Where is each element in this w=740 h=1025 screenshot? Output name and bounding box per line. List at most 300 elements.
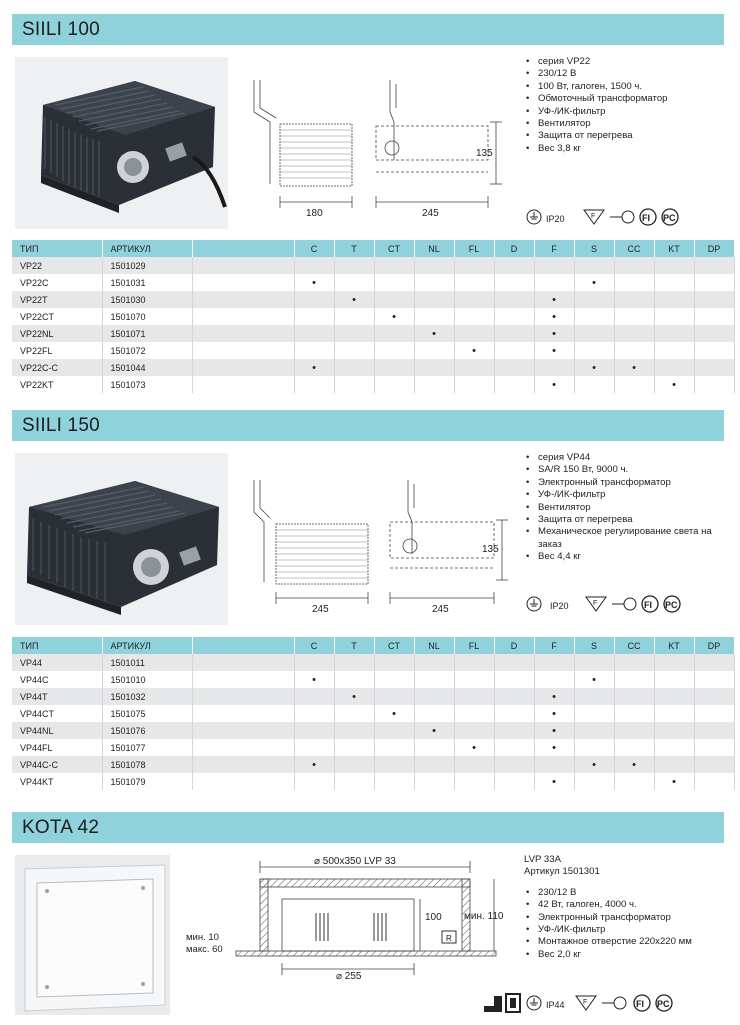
option-cell-dp [694,376,734,393]
option-cell-f [534,376,574,393]
spacer-cell [192,257,294,274]
column-header: D [494,240,534,257]
option-cell-t [334,376,374,393]
spacer-cell [192,773,294,790]
table-row [12,739,734,756]
option-cell-s [574,671,614,688]
option-cell-nl [414,722,454,739]
column-header: CC [614,240,654,257]
option-cell-nl [414,654,454,671]
option-cell-d [494,739,534,756]
option-cell-dp [694,671,734,688]
option-cell-kt [654,274,694,291]
column-header: T [334,240,374,257]
product-table-siili-100 [12,240,735,393]
option-cell-kt [654,291,694,308]
article-number: Артикул 1501301 [524,866,600,878]
option-cell-fl [454,773,494,790]
option-cell-dp [694,308,734,325]
column-header: CT [374,240,414,257]
svg-text:FI: FI [644,600,652,610]
option-cell-t [334,308,374,325]
column-header: NL [414,240,454,257]
option-cell-s [574,308,614,325]
option-cell-d [494,359,534,376]
option-cell-nl [414,291,454,308]
svg-text:F: F [591,213,596,220]
option-cell-fl [454,671,494,688]
product-photo-siili-100 [15,57,228,229]
table-row [12,671,734,688]
column-header: KT [654,240,694,257]
spacer-cell [192,688,294,705]
table-row [12,308,734,325]
dim-outer-height: мин. 110 [464,911,504,922]
dimension-drawing-siili-150 [240,472,510,627]
option-mark: • [312,758,316,771]
option-mark: • [552,344,556,357]
option-cell-fl [454,274,494,291]
option-cell-c [294,722,334,739]
svg-text:F: F [593,600,598,607]
fi-certification-icon [634,995,650,1011]
option-cell-nl [414,308,454,325]
option-cell-nl [414,705,454,722]
option-mark: • [552,293,556,306]
type-cell: VP22C [12,274,102,291]
table-row [12,773,734,790]
article-cell: 1501075 [102,705,192,722]
option-cell-d [494,342,534,359]
option-cell-t [334,756,374,773]
spacer-cell [192,342,294,359]
spec-item: • 100 Вт, галоген, 1500 ч. [524,81,724,93]
option-cell-f [534,308,574,325]
article-cell: 1501071 [102,325,192,342]
option-cell-cc [614,705,654,722]
ground-icon [527,597,541,611]
column-header: NL [414,637,454,654]
option-cell-nl [414,257,454,274]
option-mark: • [392,310,396,323]
option-cell-cc [614,756,654,773]
type-cell: VP22FL [12,342,102,359]
option-cell-ct [374,291,414,308]
article-cell: 1501032 [102,688,192,705]
option-cell-cc [614,359,654,376]
option-cell-nl [414,359,454,376]
option-cell-c [294,756,334,773]
table-row [12,274,734,291]
option-cell-d [494,308,534,325]
article-cell: 1501070 [102,308,192,325]
option-cell-d [494,705,534,722]
option-cell-fl [454,308,494,325]
option-cell-ct [374,739,414,756]
mounting-symbol-icon [484,996,502,1012]
option-cell-fl [454,291,494,308]
option-cell-kt [654,688,694,705]
option-mark: • [472,344,476,357]
table-row [12,376,734,393]
option-cell-s [574,359,614,376]
option-cell-d [494,722,534,739]
spacer-cell [192,705,294,722]
option-cell-f [534,291,574,308]
option-cell-cc [614,688,654,705]
option-cell-ct [374,359,414,376]
spec-item: • 230/12 В [524,68,724,80]
option-cell-s [574,325,614,342]
spec-item: • серия VP44 [524,452,724,464]
spec-item: • Защита от перегрева [524,130,724,142]
product-photo-siili-150 [15,453,228,625]
spec-item: • УФ-/ИК-фильтр [524,489,724,501]
spacer-cell [192,325,294,342]
option-cell-f [534,671,574,688]
option-cell-c [294,325,334,342]
option-mark: • [552,775,556,788]
column-header: DP [694,637,734,654]
type-cell: VP22 [12,257,102,274]
option-cell-t [334,342,374,359]
option-cell-c [294,376,334,393]
column-header: ТИП [12,637,102,654]
dim-length: 245 [422,208,439,219]
option-cell-kt [654,773,694,790]
spec-list-siili-100 [524,56,724,155]
option-cell-t [334,274,374,291]
option-mark: • [632,361,636,374]
option-cell-c [294,654,334,671]
type-cell: VP22NL [12,325,102,342]
column-header: F [534,240,574,257]
f-mark-icon [584,210,604,224]
column-header: FL [454,240,494,257]
class-ii-icon [602,997,626,1009]
product-table-siili-150 [12,637,735,790]
column-header: CC [614,637,654,654]
option-cell-fl [454,654,494,671]
option-cell-ct [374,773,414,790]
option-mark: • [552,741,556,754]
option-cell-ct [374,688,414,705]
dim-width: 180 [306,208,323,219]
option-cell-d [494,688,534,705]
column-header: ТИП [12,240,102,257]
column-header: S [574,637,614,654]
spacer-cell [192,756,294,773]
option-cell-fl [454,359,494,376]
option-cell-d [494,773,534,790]
option-mark: • [472,741,476,754]
option-cell-c [294,773,334,790]
table-row [12,342,734,359]
option-cell-dp [694,325,734,342]
option-mark: • [592,276,596,289]
option-cell-kt [654,257,694,274]
spec-item: • Обмоточный трансформатор [524,93,724,105]
option-cell-f [534,705,574,722]
ip-rating: IP20 [546,214,565,224]
option-cell-c [294,291,334,308]
option-cell-dp [694,654,734,671]
option-cell-kt [654,359,694,376]
option-cell-cc [614,739,654,756]
section-title-siili-100: SIILI 100 [12,14,724,45]
option-mark: • [552,378,556,391]
spec-item: • Вес 4,4 кг [524,551,724,563]
dim-height: 135 [476,148,493,159]
option-cell-t [334,773,374,790]
option-cell-dp [694,739,734,756]
article-cell: 1501010 [102,671,192,688]
option-cell-fl [454,756,494,773]
type-cell: VP22C-C [12,359,102,376]
option-cell-fl [454,739,494,756]
option-cell-dp [694,291,734,308]
type-cell: VP44CT [12,705,102,722]
product-photo-kota-42 [15,855,170,1015]
f-mark-icon [576,996,596,1010]
dim-length: 245 [432,604,449,615]
option-cell-fl [454,257,494,274]
article-cell: 1501031 [102,274,192,291]
option-cell-kt [654,308,694,325]
option-cell-dp [694,773,734,790]
option-cell-ct [374,325,414,342]
recessed-mount-icon [506,994,520,1012]
option-cell-d [494,376,534,393]
dimension-drawing-kota-42 [196,855,504,990]
svg-text:PC: PC [657,999,670,1009]
column-header: CT [374,637,414,654]
dim-width: 245 [312,604,329,615]
option-cell-nl [414,274,454,291]
type-cell: VP44FL [12,739,102,756]
option-cell-fl [454,688,494,705]
option-cell-s [574,376,614,393]
dim-bottom: ⌀ 255 [336,971,362,982]
dim-top: ⌀ 500x350 LVP 33 [314,856,396,867]
option-cell-dp [694,359,734,376]
option-cell-ct [374,308,414,325]
option-cell-d [494,291,534,308]
ip-rating: IP20 [550,601,569,611]
article-cell: 1501029 [102,257,192,274]
table-row [12,722,734,739]
option-cell-d [494,325,534,342]
option-cell-d [494,274,534,291]
option-cell-ct [374,342,414,359]
option-cell-nl [414,688,454,705]
option-mark: • [592,673,596,686]
option-cell-c [294,359,334,376]
spacer-cell [192,376,294,393]
spec-item: • Вентилятор [524,502,724,514]
option-cell-ct [374,671,414,688]
option-cell-dp [694,756,734,773]
table-header-row [12,240,734,257]
type-cell: VP44C-C [12,756,102,773]
option-cell-f [534,773,574,790]
option-cell-nl [414,739,454,756]
column-header: АРТИКУЛ [102,637,192,654]
option-cell-t [334,722,374,739]
article-cell: 1501073 [102,376,192,393]
type-cell: VP44NL [12,722,102,739]
svg-text:FI: FI [636,999,644,1009]
spec-item: • Вентилятор [524,118,724,130]
type-cell: VP22KT [12,376,102,393]
option-cell-nl [414,342,454,359]
article-cell: 1501011 [102,654,192,671]
option-cell-s [574,274,614,291]
option-cell-fl [454,722,494,739]
option-cell-cc [614,274,654,291]
option-mark: • [352,293,356,306]
class-ii-icon [612,598,636,610]
option-cell-cc [614,291,654,308]
option-cell-s [574,773,614,790]
ip-rating: IP44 [546,1000,565,1010]
option-mark: • [632,758,636,771]
option-cell-cc [614,308,654,325]
option-cell-f [534,654,574,671]
svg-text:PC: PC [665,600,678,610]
option-cell-cc [614,257,654,274]
spacer-cell [192,739,294,756]
column-header: FL [454,637,494,654]
certification-icons-siili-100 [524,206,724,228]
option-cell-fl [454,342,494,359]
fi-certification-icon [642,596,658,612]
type-cell: VP44 [12,654,102,671]
column-header: F [534,637,574,654]
article-cell: 1501078 [102,756,192,773]
option-cell-t [334,359,374,376]
option-mark: • [432,724,436,737]
option-cell-cc [614,671,654,688]
option-cell-dp [694,342,734,359]
type-cell: VP44KT [12,773,102,790]
pc-certification-icon [656,995,672,1011]
option-cell-t [334,739,374,756]
spacer-cell [192,722,294,739]
table-row [12,359,734,376]
option-cell-f [534,342,574,359]
option-mark: • [592,758,596,771]
option-cell-ct [374,722,414,739]
option-cell-ct [374,257,414,274]
option-cell-cc [614,773,654,790]
pc-certification-icon [662,209,678,225]
option-cell-dp [694,705,734,722]
option-cell-dp [694,688,734,705]
section-title-kota-42: KOTA 42 [12,812,724,843]
column-header: АРТИКУЛ [102,240,192,257]
ground-icon [527,210,541,224]
option-cell-nl [414,756,454,773]
option-cell-c [294,688,334,705]
option-cell-s [574,654,614,671]
spec-item: • Электронный трансформатор [524,912,734,924]
spec-item: • УФ-/ИК-фильтр [524,924,734,936]
option-cell-s [574,257,614,274]
option-cell-s [574,705,614,722]
option-cell-nl [414,325,454,342]
spacer-cell [192,671,294,688]
option-cell-s [574,756,614,773]
article-cell: 1501030 [102,291,192,308]
option-cell-kt [654,756,694,773]
option-mark: • [352,690,356,703]
option-cell-kt [654,376,694,393]
option-cell-cc [614,342,654,359]
option-cell-cc [614,722,654,739]
option-cell-nl [414,376,454,393]
option-cell-f [534,257,574,274]
option-cell-cc [614,654,654,671]
column-header: D [494,637,534,654]
option-cell-fl [454,376,494,393]
table-row [12,705,734,722]
option-cell-c [294,671,334,688]
table-row [12,688,734,705]
option-cell-ct [374,756,414,773]
option-mark: • [552,690,556,703]
option-cell-t [334,654,374,671]
column-header: DP [694,240,734,257]
svg-text:FI: FI [642,213,650,223]
model-name: LVP 33A [524,854,561,865]
dim-inner-height: 100 [425,912,442,923]
option-cell-s [574,722,614,739]
option-cell-t [334,705,374,722]
option-cell-f [534,722,574,739]
option-cell-t [334,291,374,308]
option-cell-dp [694,722,734,739]
option-mark: • [432,327,436,340]
option-cell-ct [374,274,414,291]
column-header: C [294,637,334,654]
option-mark: • [672,775,676,788]
spec-item: • Вес 3,8 кг [524,143,724,155]
spec-item: • Монтажное отверстие 220x220 мм [524,936,734,948]
badge-r-icon: R [446,934,452,943]
option-cell-kt [654,722,694,739]
option-mark: • [552,707,556,720]
option-cell-ct [374,705,414,722]
option-cell-t [334,688,374,705]
option-cell-kt [654,325,694,342]
option-cell-f [534,359,574,376]
option-cell-kt [654,739,694,756]
min-thickness: мин. 10 [186,932,219,943]
article-cell: 1501077 [102,739,192,756]
spec-list-siili-150 [524,452,724,564]
column-header [192,240,294,257]
type-cell: VP22T [12,291,102,308]
option-cell-t [334,671,374,688]
option-cell-c [294,342,334,359]
option-cell-s [574,291,614,308]
section-title-siili-150: SIILI 150 [12,410,724,441]
spec-item: • Вес 2,0 кг [524,949,734,961]
spec-item: • серия VP22 [524,56,724,68]
spacer-cell [192,359,294,376]
spec-item: • 42 Вт, галоген, 4000 ч. [524,899,734,911]
